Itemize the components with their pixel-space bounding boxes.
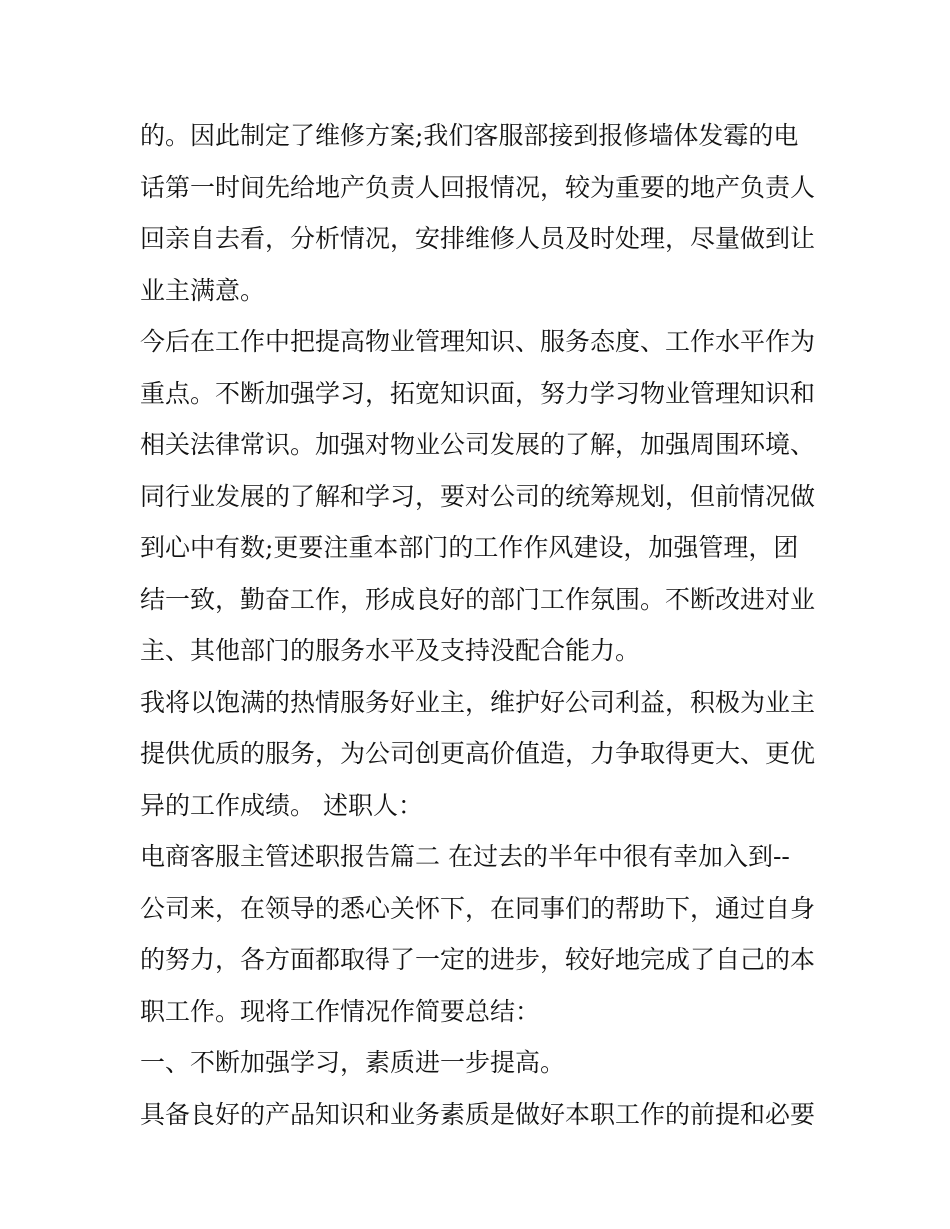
- text-line: 重点。不断加强学习，拓宽知识面，努力学习物业管理知识和: [140, 378, 816, 408]
- text-line: 业主满意。: [140, 275, 266, 305]
- text-line: 到心中有数;更要注重本部门的工作作风建设，加强管理，团: [140, 533, 799, 562]
- text-line: 话第一时间先给地产负责人回报情况，较为重要的地产负责人: [140, 172, 816, 202]
- text-line: 主、其他部门的服务水平及支持没配合能力。: [140, 636, 641, 665]
- text-line: 一、不断加强学习，素质进一步提高。: [140, 1048, 566, 1077]
- text-line: 的努力，各方面都取得了一定的进步，较好地完成了自己的本: [140, 945, 816, 974]
- text-line: 今后在工作中把提高物业管理知识、服务态度、工作水平作为: [140, 327, 816, 356]
- text-line: 异的工作成绩。 述职人：: [140, 790, 423, 820]
- text-line: 同行业发展的了解和学习，要对公司的统筹规划，但前情况做: [140, 481, 816, 511]
- text-line: 我将以饱满的热情服务好业主，维护好公司利益，积极为业主: [140, 687, 816, 717]
- text-line: 相关法律常识。加强对物业公司发展的了解，加强周围环境、: [140, 430, 816, 459]
- text-line: 公司来，在领导的悉心关怀下，在同事们的帮助下，通过自身: [140, 893, 816, 923]
- text-line: 提供优质的服务，为公司创更高价值造，力争取得更大、更优: [140, 739, 816, 768]
- text-line: 职工作。现将工作情况作简要总结：: [140, 996, 541, 1026]
- text-line: 结一致，勤奋工作，形成良好的部门工作氛围。不断改进对业: [140, 584, 816, 614]
- text-line: 的。因此制定了维修方案;我们客服部接到报修墙体发霉的电: [140, 121, 799, 150]
- text-line: 电商客服主管述职报告篇二 在过去的半年中很有幸加入到--: [140, 842, 790, 871]
- document-body: [140, 110, 820, 1140]
- text-line: 具备良好的产品知识和业务素质是做好本职工作的前提和必要: [140, 1099, 816, 1129]
- text-line: 回亲自去看，分析情况，安排维修人员及时处理，尽量做到让: [140, 224, 816, 253]
